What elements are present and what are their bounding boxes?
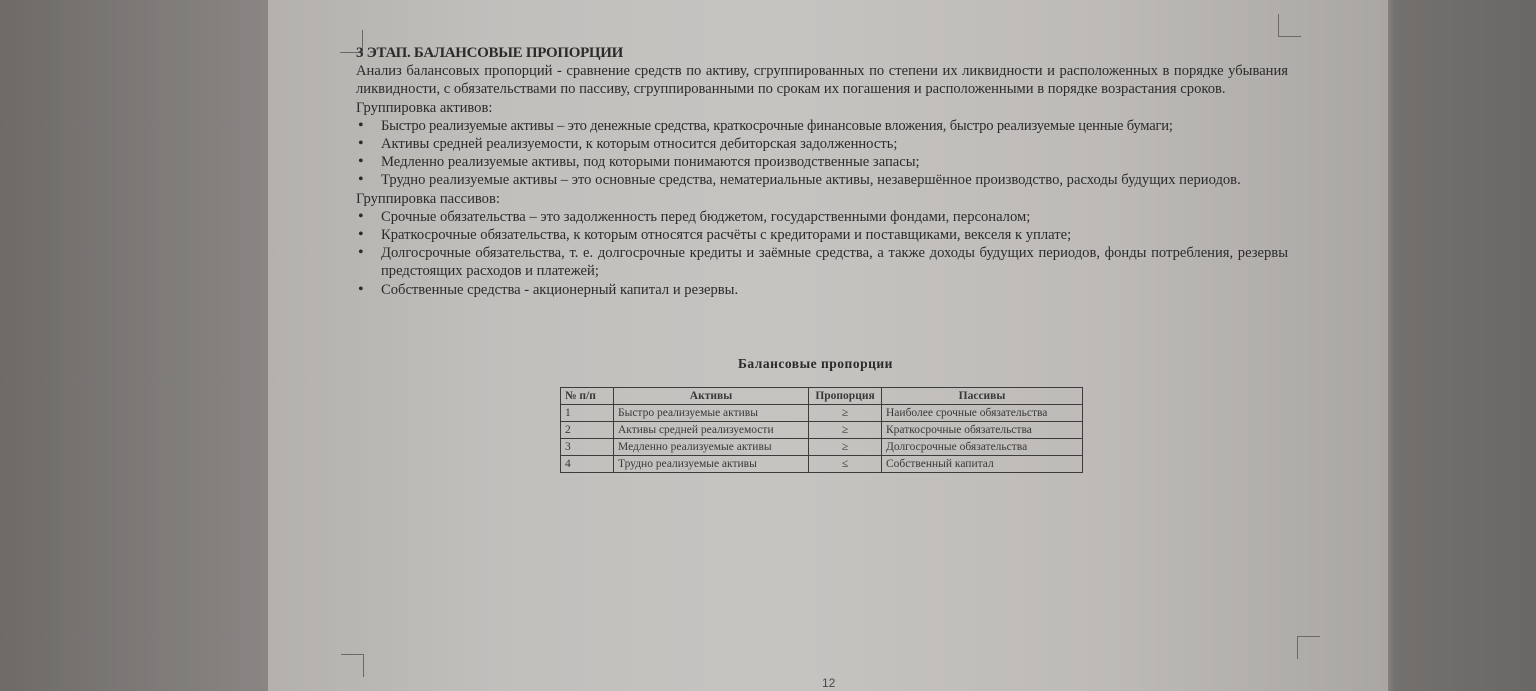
cell-assets: Трудно реализуемые активы [614,456,809,473]
margin-corner-mark-bottom-right [1297,636,1320,659]
table-row [561,405,1083,422]
balance-proportions-table [560,387,1083,473]
column-header-number: № п/п [561,388,614,405]
document-page [268,0,1388,691]
list-item: • Быстро реализуемые активы – это денежные средства, краткосрочные финансовые вложения, быстро реализуемые ценные бумаги; [356,117,1288,135]
list-item: • Активы средней реализуемости, к которым относится дебиторская задолженность; [356,135,1288,153]
table-title: Балансовые пропорции [738,356,893,371]
table-row [561,456,1083,473]
list-item: • Собственные средства - акционерный капитал и резервы. [356,281,1288,299]
cell-liabilities: Собственный капитал [882,456,1083,473]
list-item: • Медленно реализуемые активы, под которыми понимаются производственные запасы; [356,153,1288,171]
cell-liabilities: Краткосрочные обязательства [882,422,1083,439]
cell-proportion: ≥ [809,439,882,456]
column-header-assets: Активы [614,388,809,405]
table-row [561,439,1083,456]
cell-proportion: ≤ [809,456,882,473]
document-body [356,44,1288,299]
list-item: • Трудно реализуемые активы – это основные средства, нематериальные активы, незавершённое производство, расходы будущих периодов. [356,171,1288,189]
cell-assets: Быстро реализуемые активы [614,405,809,422]
list-item: • Краткосрочные обязательства, к которым относятся расчёты с кредиторами и поставщиками, векселя к уплате; [356,226,1288,244]
cell-liabilities: Долгосрочные обязательства [882,439,1083,456]
assets-group-label: Группировка активов: [356,99,493,116]
cell-proportion: ≥ [809,422,882,439]
column-header-liabilities: Пассивы [882,388,1083,405]
intro-paragraph: Анализ балансовых пропорций - сравнение средств по активу, сгруппированных по степени их ликвидности и расположенных в порядке убывания ликвидности, с обязательствами по пассиву, сгруппированными по срокам их погашения и расположенными в порядке возрастания сроков. [356,63,1288,98]
cell-number: 1 [561,405,614,422]
margin-corner-mark-bottom-left [341,654,364,677]
list-item: • Срочные обязательства – это задолженность перед бюджетом, государственными фондами, персоналом; [356,208,1288,226]
section-heading: 3 ЭТАП. БАЛАНСОВЫЕ ПРОПОРЦИИ [356,45,624,61]
assets-list [356,117,1288,190]
cell-number: 4 [561,456,614,473]
cell-number: 3 [561,439,614,456]
cell-assets: Медленно реализуемые активы [614,439,809,456]
table-header-row [561,388,1083,405]
list-item: • Долгосрочные обязательства, т. е. долгосрочные кредиты и заёмные средства, а также доходы будущих периодов, фонды потребления, резервы предстоящих расходов и платежей; [356,244,1288,280]
cell-number: 2 [561,422,614,439]
cell-liabilities: Наиболее срочные обязательства [882,405,1083,422]
page-number: 12 [822,676,836,690]
margin-corner-mark-top-right [1278,14,1301,37]
column-header-proportion: Пропорция [809,388,882,405]
table-row [561,422,1083,439]
liabilities-group-label: Группировка пассивов: [356,190,500,207]
cell-proportion: ≥ [809,405,882,422]
liabilities-list [356,208,1288,299]
cell-assets: Активы средней реализуемости [614,422,809,439]
